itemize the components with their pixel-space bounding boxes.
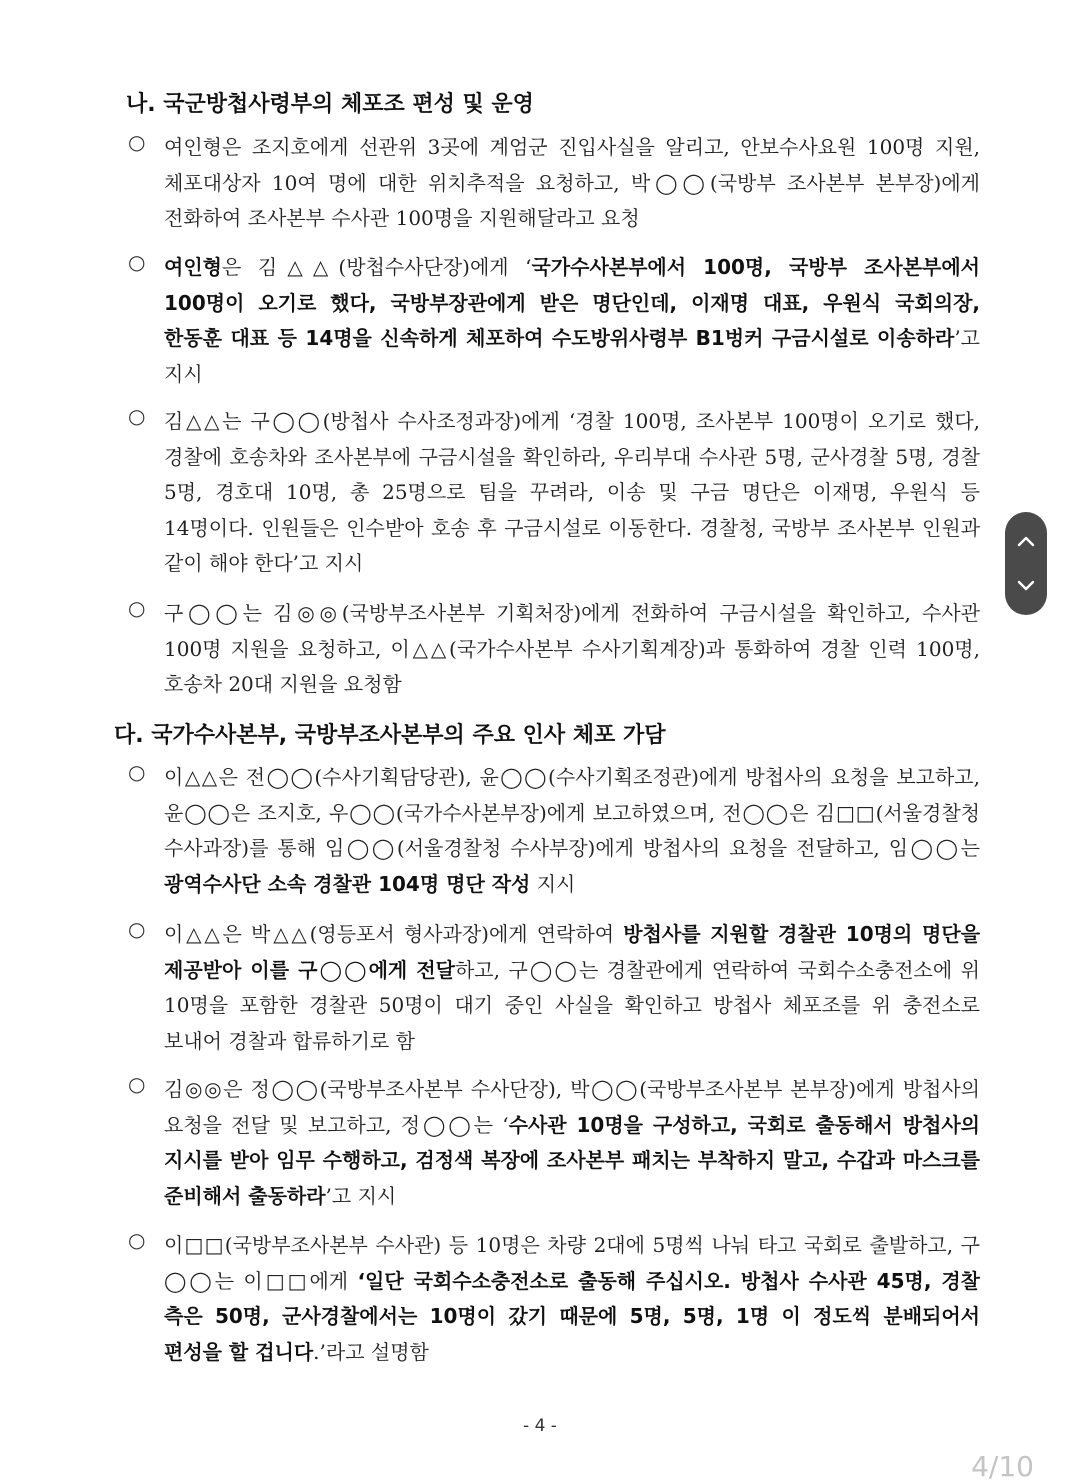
list-item <box>128 250 980 392</box>
body-text: .’라고 설명함 <box>313 1339 429 1364</box>
section-title-da: 다. 국가수사본부, 국방부조사본부의 주요 인사 체포 가담 <box>114 723 666 748</box>
page-number: - 4 - <box>523 1416 557 1436</box>
emphasized-text: 방첩사를 지원할 경찰관 10명의 명단을 제공받아 이를 구◯◯에게 전달 <box>164 922 981 982</box>
bullet-mark: ○ <box>128 917 146 941</box>
emphasized-text: 수사관 10명을 구성하고, 국회로 출동해서 방첩사의 지시를 받아 임무 수행하고, 검정색 복장에 조사본부 패치는 부착하지 말고, 수갑과 마스크를 준비해서 출동하라 <box>164 1112 980 1208</box>
body-text: 구◯◯는 김◎◎(국방부조사본부 기획처장)에게 전화하여 구금시설을 확인하고, 수사관 100명 지원을 요청하고, 이△△(국가수사본부 수사기획계장)과 통화하여 경찰 인력 100명, 호송차 20대 지원을 요청함 <box>164 601 980 696</box>
item-text <box>164 404 980 582</box>
list-item <box>128 1228 980 1370</box>
list-item <box>128 917 980 1059</box>
body-text: 김△△는 구◯◯(방첩사 수사조정과장)에게 ‘경찰 100명, 조사본부 100명이 오기로 했다, 경찰에 호송차와 조사본부에 구금시설을 확인하라, 우리부대 수사관 5명, 군사경찰 5명, 경찰 5명, 경호대 10명, 총 25명으로 팀을 꾸려라, 이송 및 구금 명단은 이재명, 우원식 등 14명이다. 인원들은 인수받아 호송 후 구금시설로 이동한다. 경찰청, 국방부 조사본부 인원과 같이 해야 한다’고 지시 <box>164 409 980 575</box>
body-text: ’고 지시 <box>164 326 980 386</box>
bullet-mark: ○ <box>128 1228 146 1252</box>
bullet-mark: ○ <box>128 404 146 428</box>
page-scroll-control <box>1005 512 1047 615</box>
bullet-mark: ○ <box>128 130 146 154</box>
item-text <box>164 130 980 237</box>
emphasized-text: 여인형 <box>164 255 222 279</box>
item-text <box>164 760 980 902</box>
body-text: 이□□(국방부조사본부 수사관) 등 10명은 차량 2대에 5명씩 나눠 타고 국회로 출발하고, 구◯◯는 이□□에게 <box>164 1233 980 1293</box>
body-text: 이△△은 박△△(영등포서 형사과장)에게 연락하여 <box>164 922 624 946</box>
body-text: 여인형은 조지호에게 선관위 3곳에 계엄군 진입사실을 알리고, 안보수사요원 100명 지원, 체포대상자 10여 명에 대한 위치추적을 요청하고, 박◯◯(국방부 조사본부 본부장)에게 전화하여 조사본부 수사관 100명을 지원해달라고 요청 <box>164 135 980 230</box>
emphasized-text: 국가수사본부에서 100명, 국방부 조사본부에서 100명이 오기로 했다, 국방부장관에게 받은 명단인데, 이재명 대표, 우원식 국회의장, 한동훈 대표 등 14명을 신속하게 체포하여 수도방위사령부 B1벙커 구금시설로 이송하라 <box>164 255 980 350</box>
item-text <box>164 250 980 392</box>
item-text <box>164 1072 980 1214</box>
emphasized-text: ‘일단 국회수소충전소로 출동해 주십시오. 방첩사 수사관 45명, 경찰 측은 50명, 군사경찰에서는 10명이 갔기 때문에 5명, 5명, 1명 이 정도씩 분배되어서 편성을 할 겁니다 <box>164 1268 980 1364</box>
list-item <box>128 130 980 237</box>
section-title-na: 나. 국군방첩사령부의 체포조 편성 및 운영 <box>126 92 534 117</box>
item-text <box>164 596 980 703</box>
item-text <box>164 1228 980 1370</box>
bullet-mark: ○ <box>128 250 146 274</box>
bullet-mark: ○ <box>128 760 146 784</box>
scroll-down-button[interactable] <box>1005 561 1047 611</box>
body-text: 지시 <box>530 871 576 896</box>
bullet-mark: ○ <box>128 596 146 620</box>
scroll-up-button[interactable] <box>1005 516 1047 566</box>
chevron-up-icon <box>1016 534 1036 548</box>
body-text: 은 김△△(방첩수사단장)에게 ‘ <box>221 255 532 279</box>
list-item <box>128 404 980 582</box>
chevron-down-icon <box>1016 579 1036 593</box>
body-text: ’고 지시 <box>325 1183 397 1208</box>
list-item <box>128 1072 980 1214</box>
page-counter: 4/10 <box>971 1450 1034 1483</box>
body-text: 이△△은 전◯◯(수사기획담당관), 윤◯◯(수사기획조정관)에게 방첩사의 요청을 보고하고, 윤◯◯은 조지호, 우◯◯(국가수사본부장)에게 보고하였으며, 전◯◯은 김□□(서울경찰청 수사과장)를 통해 임◯◯(서울경찰청 수사부장)에게 방첩사의 요청을 전달하고, 임◯◯는 <box>164 765 980 860</box>
list-item <box>128 760 980 902</box>
bullet-mark: ○ <box>128 1072 146 1096</box>
body-text: 하고, 구◯◯는 경찰관에게 연락하여 국회수소충전소에 위 10명을 포함한 경찰관 50명이 대기 중인 사실을 확인하고 방첩사 체포조를 위 충전소로 보내어 경찰과 합류하기로 함 <box>164 957 980 1053</box>
body-text: 김◎◎은 정◯◯(국방부조사본부 수사단장), 박◯◯(국방부조사본부 본부장)에게 방첩사의 요청을 전달 및 보고하고, 정◯◯는 ‘ <box>164 1077 980 1137</box>
item-text <box>164 917 980 1059</box>
list-item <box>128 596 980 703</box>
emphasized-text: 광역수사단 소속 경찰관 104명 명단 작성 <box>164 871 531 896</box>
